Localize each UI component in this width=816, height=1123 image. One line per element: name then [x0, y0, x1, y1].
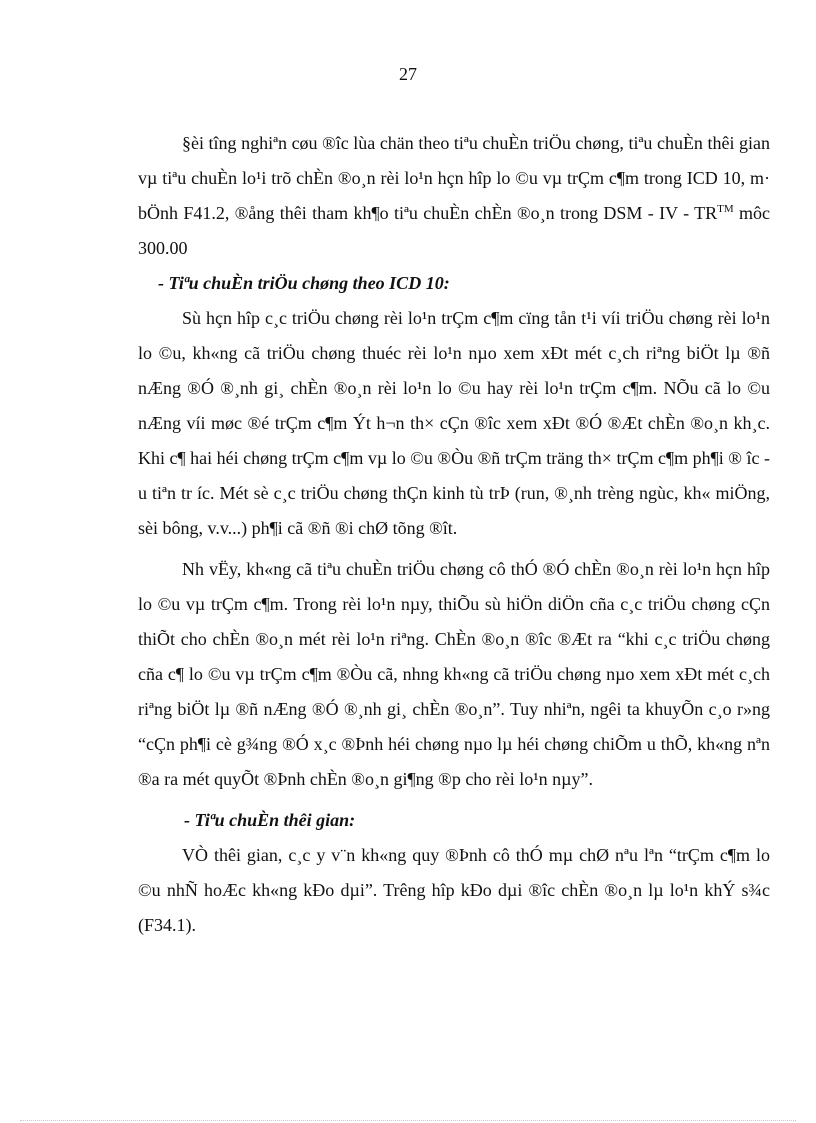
paragraph-time-criteria: VÒ thêi gian, c¸c y v¨n kh«ng quy ®Þnh cô thÓ mµ chØ nªu lªn “trÇm c¶m lo ©u nhÑ hoÆc kh«ng kÐo dµi”. Trêng hîp kÐo dµi ®îc chÈn ®o¸n lµ lo¹n khÝ s¾c (F34.1).	[138, 845, 770, 935]
paragraph-symptom-criteria: Sù hçn hîp c¸c triÖu chøng rèi lo¹n trÇm c¶m cïng tån t¹i víi triÖu chøng rèi lo¹n lo ©u, kh«ng cã triÖu chøng thuéc rèi lo¹n nµo xem xÐt mét c¸ch riªng biÖt lµ ®ñ nÆng ®Ó ®¸nh gi¸ chÈn ®o¸n rèi lo¹n lo ©u hay rèi lo¹n trÇm c¶m. NÕu cã lo ©u nÆng víi møc ®é trÇm c¶m Ýt h¬n th× cÇn ®îc xem xÐt ®Ó ®Æt chÈn ®o¸n kh¸c. Khi c¶ hai héi chøng trÇm c¶m vµ lo ©u ®Òu ®ñ trÇm träng th× trÇm c¶m ph¶i ® îc u tiªn tr íc. Mét sè c¸c triÖu chøng thÇn kinh tù trÞ (run, ®¸nh trèng ngùc, kh« miÖng, sèi bông, v.v...) ph¶i cã ®ñ ®i chØ tõng ®ît.	[138, 308, 770, 538]
paragraph-diagnosis-note: Nh vËy, kh«ng cã tiªu chuÈn triÖu chøng cô thÓ ®Ó chÈn ®o¸n rèi lo¹n hçn hîp lo ©u vµ trÇm c¶m. Trong rèi lo¹n nµy, thiÕu sù hiÖn diÖn cña c¸c triÖu chøng cÇn thiÕt cho chÈn ®o¸n mét rèi lo¹n riªng. ChÈn ®o¸n ®îc ®Æt ra “khi c¸c triÖu chøng cña c¶ lo ©u vµ trÇm c¶m ®Òu cã, nhng kh«ng cã triÖu chøng nµo xem xÐt mét c¸ch riªng biÖt lµ ®ñ nÆng ®Ó ®¸nh gi¸ chÈn ®o¸n”. Tuy nhiªn, ngêi ta khuyÕn c¸o r»ng “cÇn ph¶i cè g¾ng ®Ó x¸c ®Þnh héi chøng nµo lµ héi chøng chiÕm u thÕ, kh«ng nªn ®a ra mét quyÕt ®Þnh chÈn ®o¸n gi¶ng ®p cho rèi lo¹n nµy”.	[138, 559, 770, 789]
paragraph-text-tail: môc 300.00	[138, 203, 770, 258]
document-body	[138, 126, 770, 943]
paragraph-study-subjects	[138, 126, 770, 266]
page-number: 27	[399, 64, 417, 84]
heading-time-criteria: - Tiªu chuÈn thêi gian:	[184, 810, 356, 830]
page-bottom-divider	[20, 1120, 796, 1121]
trademark-superscript: TM	[717, 203, 734, 215]
heading-symptom-criteria: - Tiªu chuÈn triÖu chøng theo ICD 10:	[158, 273, 450, 293]
paragraph-text: §èi tîng nghiªn cøu ®îc lùa chän theo tiªu chuÈn triÖu chøng, tiªu chuÈn thêi gian vµ tiªu chuÈn lo¹i trõ chÈn ®o¸n rèi lo¹n hçn hîp lo ©u vµ trÇm c¶m trong ICD 10, m· bÖnh F41.2, ®ång thêi tham kh¶o tiªu chuÈn chÈn ®o¸n trong DSM - IV - TR	[138, 133, 770, 223]
